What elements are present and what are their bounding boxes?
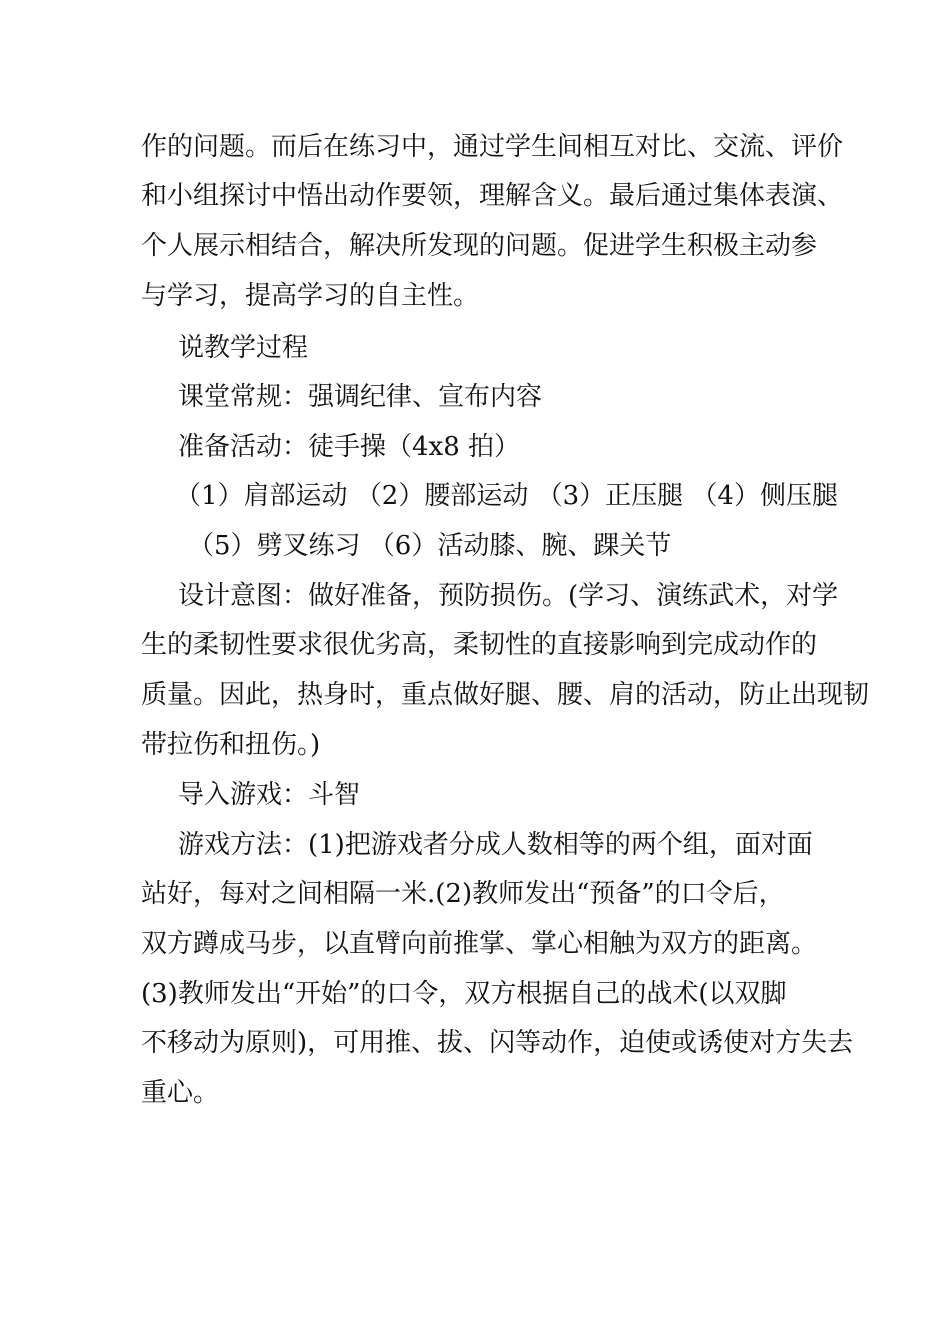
game-method-line: 游戏方法：(1)把游戏者分成人数相等的两个组，面对面 [178, 830, 813, 860]
design-intent-line: 生的柔韧性要求很优劣高，柔韧性的直接影响到完成动作的 [141, 630, 818, 660]
paragraph-line: 与学习，提高学习的自主性。 [141, 281, 480, 311]
paragraph-line: 作的问题。而后在练习中，通过学生间相互对比、交流、评价 [141, 132, 844, 162]
paragraph-line: 个人展示相结合，解决所发现的问题。促进学生积极主动参 [141, 231, 818, 261]
design-intent-line: 设计意图：做好准备，预防损伤。(学习、演练武术，对学 [178, 581, 839, 611]
paragraph-line: 和小组探讨中悟出动作要领，理解含义。最后通过集体表演、 [141, 181, 844, 211]
game-method-line: (3)教师发出“开始”的口令，双方根据自己的战术(以双脚 [141, 979, 787, 1009]
design-intent-line: 质量。因此，热身时，重点做好腿、腰、肩的活动，防止出现韧 [141, 680, 870, 710]
game-method-line: 站好，每对之间相隔一米.(2)教师发出“预备”的口令后， [141, 879, 785, 909]
game-method-line: 双方蹲成马步，以直臂向前推掌、掌心相触为双方的距离。 [141, 929, 818, 959]
exercise-list-line: （1）肩部运动 （2）腰部运动 （3）正压腿 （4）侧压腿 [175, 481, 838, 511]
exercise-list-line: （5）劈叉练习 （6）活动膝、腕、踝关节 [188, 531, 672, 561]
game-method-line: 重心。 [141, 1078, 220, 1108]
game-method-line: 不移动为原则)，可用推、拔、闪等动作，迫使或诱使对方失去 [141, 1028, 854, 1058]
section-heading: 说教学过程 [178, 333, 309, 363]
intro-game: 导入游戏：斗智 [178, 780, 361, 810]
warmup-activity: 准备活动：徒手操（4x8 拍） [178, 432, 521, 462]
design-intent-line: 带拉伤和扭伤。) [141, 730, 321, 760]
classroom-routine: 课堂常规：强调纪律、宣布内容 [178, 382, 543, 412]
